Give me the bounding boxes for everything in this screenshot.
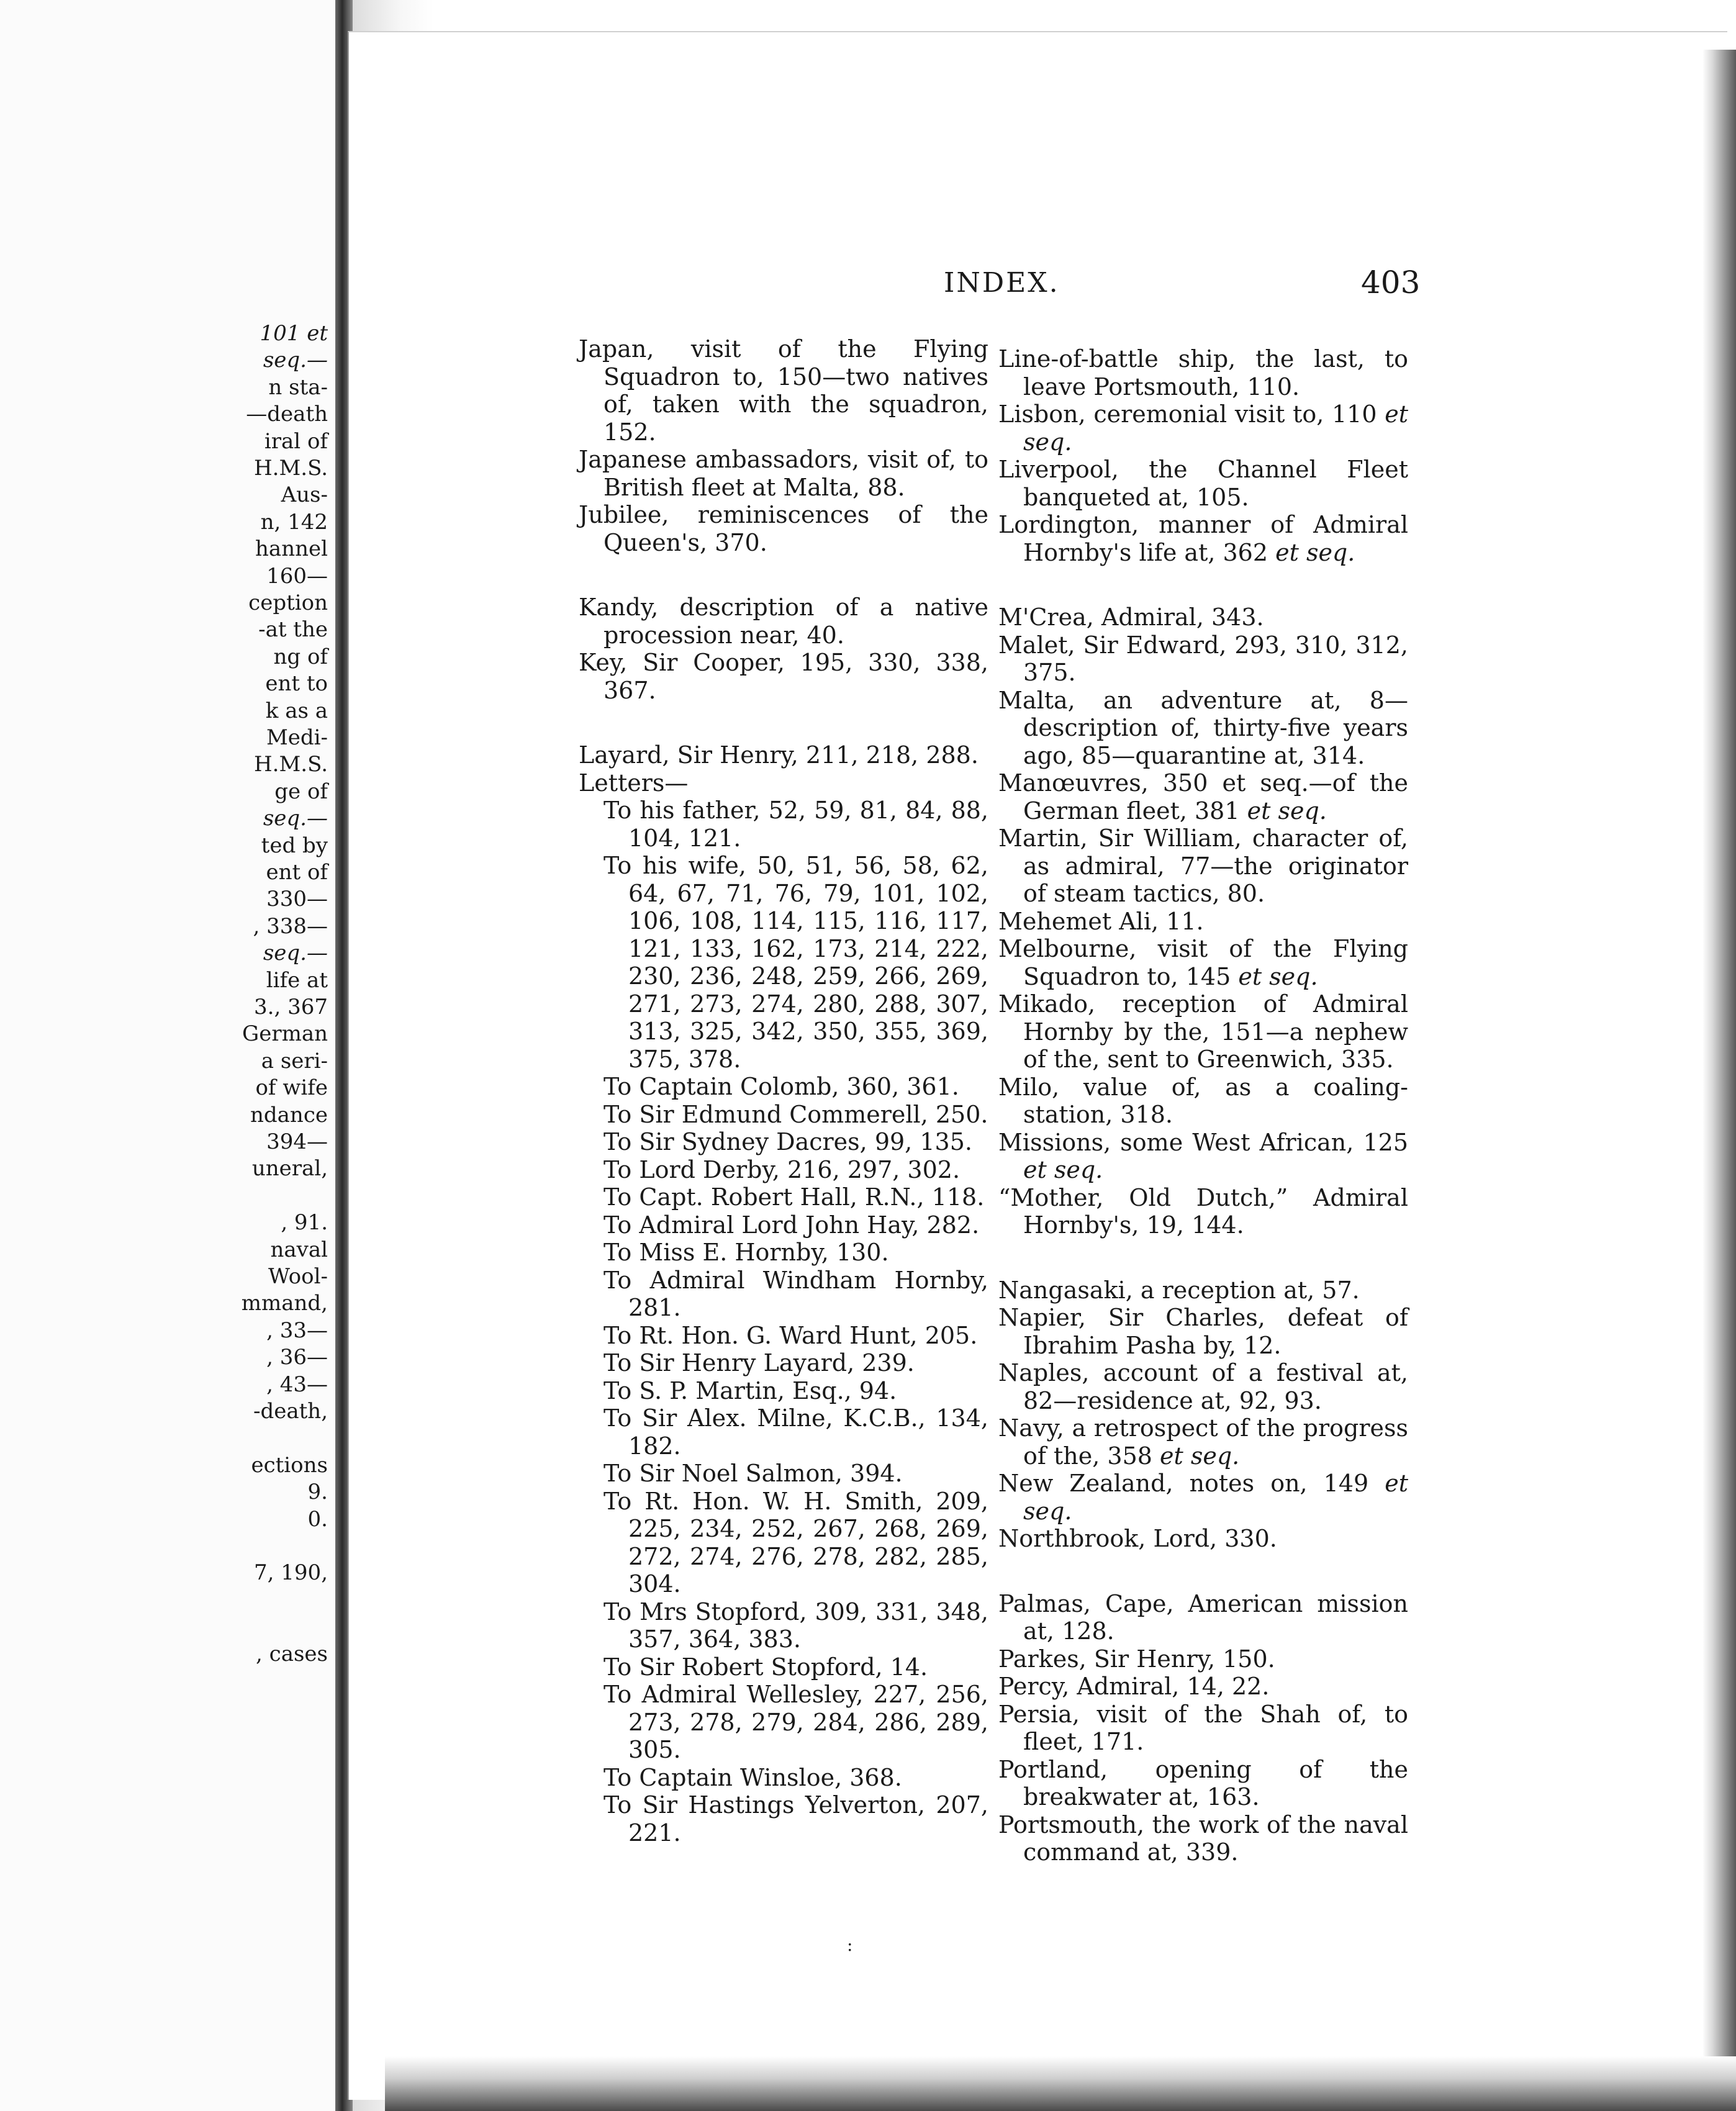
index-entry-text: To Miss E. Hornby, 130. (604, 1239, 889, 1266)
index-entry-italic: et seq. (1160, 1442, 1240, 1470)
index-entry-text: Parkes, Sir Henry, 150. (998, 1645, 1275, 1673)
previous-page-fragment-line: H.M.S. (254, 752, 328, 777)
previous-page-fragment-line: ent to (265, 671, 328, 697)
index-entry-italic: et seq. (1275, 538, 1355, 566)
index-subentry (579, 1128, 988, 1156)
index-entry-text: Line-of-battle ship, the last, to leave Portsmouth, 110. (998, 345, 1408, 400)
previous-page-fragment-line: H.M.S. (254, 456, 328, 481)
page-number: 403 (1361, 264, 1421, 301)
index-entry (998, 1414, 1408, 1470)
index-entry (998, 1811, 1408, 1866)
index-entry (998, 456, 1408, 511)
index-entry-text: Lordington, manner of Admiral Hornby's life at, 362 (998, 511, 1408, 566)
index-entry-text: To Sir Hastings Yelverton, 207, 221. (604, 1791, 988, 1847)
index-entry (998, 1304, 1408, 1359)
index-entry-text: To Lord Derby, 216, 297, 302. (604, 1155, 961, 1183)
index-entry-text: Portsmouth, the work of the naval command at, 339. (998, 1810, 1408, 1866)
index-entry-text: To Captain Winsloe, 368. (604, 1763, 902, 1791)
index-entry-text: Navy, a retrospect of the progress of the, 358 (998, 1414, 1408, 1470)
index-entry (998, 908, 1408, 936)
index-entry (579, 741, 988, 769)
index-entry-text: To Rt. Hon. W. H. Smith, 209, 225, 234, 252, 267, 268, 269, 272, 274, 276, 278, 282, 285, 304. (604, 1487, 988, 1598)
index-entry-text: Milo, value of, as a coaling-station, 318. (998, 1073, 1408, 1128)
index-entry-text: Layard, Sir Henry, 211, 218, 288. (579, 741, 979, 769)
index-subentry (579, 1598, 988, 1653)
index-entry (998, 1590, 1408, 1645)
index-entry-text: To his wife, 50, 51, 56, 58, 62, 64, 67, 71, 76, 79, 101, 102, 106, 108, 114, 115, 116, 117, 121, 133, 162, 173, 214, 222, 230, 236, 248, 259, 266, 269, 271, 273, 274, 280, 288, 307, 313, 325, 342, 350, 355, 369, 375, 378. (604, 852, 988, 1073)
index-entry (579, 335, 988, 446)
index-entry-text: Napier, Sir Charles, defeat of Ibrahim Pasha by, 12. (998, 1304, 1408, 1359)
previous-page-fragment-line: iral of (264, 428, 328, 454)
previous-page-fragment (0, 0, 335, 2111)
index-subentry (579, 1681, 988, 1764)
previous-page-fragment-line: seq.— (263, 348, 328, 373)
index-entry-text: Lisbon, ceremonial visit to, 110 (998, 400, 1385, 428)
letter-group-gap (998, 566, 1408, 603)
index-entry-text: To Admiral Wellesley, 227, 256, 273, 278, 279, 284, 286, 289, 305. (604, 1681, 988, 1763)
page-edge-bottom (385, 2056, 1736, 2111)
previous-page-fragment-line: uneral, (251, 1156, 328, 1182)
previous-page-fragment-line: n, 142 (260, 509, 328, 535)
index-subentry (579, 1239, 988, 1267)
index-entry-text: Nangasaki, a reception at, 57. (998, 1276, 1360, 1304)
index-entry (998, 631, 1408, 687)
index-entry-text: To Sir Noel Salmon, 394. (604, 1460, 903, 1487)
previous-page-fragment-line: -death, (253, 1399, 328, 1424)
index-entry-text: Northbrook, Lord, 330. (998, 1525, 1277, 1552)
previous-page-fragment-line: , cases (256, 1641, 328, 1666)
previous-page-fragment-line: of wife (255, 1075, 328, 1101)
index-entry (998, 687, 1408, 770)
index-entry-text: New Zealand, notes on, 149 (998, 1470, 1385, 1497)
index-entry-italic: et seq. (1238, 962, 1318, 990)
index-subentry (579, 1460, 988, 1488)
index-subentry (579, 1267, 988, 1322)
previous-page-fragment-line: life at (266, 967, 328, 993)
index-subentry (579, 1653, 988, 1681)
index-entry (998, 1673, 1408, 1701)
index-entry-text: Key, Sir Cooper, 195, 330, 338, 367. (579, 649, 988, 704)
index-subentry (579, 1156, 988, 1184)
index-subentry (579, 1488, 988, 1598)
index-entry-text: To Sir Robert Stopford, 14. (604, 1653, 928, 1681)
previous-page-fragment-line: ted by (261, 833, 328, 858)
letter-group-gap (998, 1239, 1408, 1277)
index-entry (998, 345, 1408, 400)
index-entry-text: Portland, opening of the breakwater at, 163. (998, 1755, 1408, 1810)
index-entry-text: To Admiral Lord John Hay, 282. (604, 1211, 980, 1239)
index-entry-text: To Sir Sydney Dacres, 99, 135. (604, 1128, 972, 1155)
index-subentry (579, 797, 988, 852)
previous-page-fragment-line: mmand, (241, 1291, 328, 1316)
previous-page-fragment-line: n sta- (268, 374, 328, 400)
index-subentry (579, 1183, 988, 1211)
index-entry-text: “Mother, Old Dutch,” Admiral Hornby's, 19, 144. (998, 1183, 1408, 1239)
index-subentry (579, 1349, 988, 1377)
index-entry-text: To Sir Edmund Commerell, 250. (604, 1100, 988, 1128)
index-entry-italic: et seq. (1023, 1470, 1408, 1525)
index-entry-text: Naples, account of a festival at, 82—residence at, 92, 93. (998, 1359, 1408, 1414)
index-subentry (579, 1404, 988, 1460)
index-entry-text: To Sir Henry Layard, 239. (604, 1349, 915, 1376)
index-entry (998, 1359, 1408, 1414)
letter-group-gap (579, 556, 988, 594)
previous-page-fragment-line: naval (270, 1237, 328, 1262)
index-entry (579, 769, 988, 797)
previous-page-fragment-line: Medi- (266, 725, 328, 750)
index-entry-text: Palmas, Cape, American mission at, 128. (998, 1589, 1408, 1645)
previous-page-fragment-line: ndance (250, 1102, 328, 1128)
previous-page-fragment-line: 0. (307, 1506, 328, 1532)
index-entry (998, 400, 1408, 456)
index-entry-text: Liverpool, the Channel Fleet banqueted at, 105. (998, 456, 1408, 511)
index-subentry (579, 1791, 988, 1847)
index-entry (579, 501, 988, 556)
index-entry-text: Malet, Sir Edward, 293, 310, 312, 375. (998, 631, 1408, 686)
index-entry (579, 649, 988, 704)
previous-page-fragment-line: 7, 190, (254, 1560, 328, 1586)
index-entry (998, 511, 1408, 566)
previous-page-fragment-line: 9. (307, 1480, 328, 1505)
index-entry-text: Japanese ambassadors, visit of, to British fleet at Malta, 88. (579, 446, 988, 501)
index-entry-italic: et seq. (1023, 1156, 1103, 1183)
index-column-right (998, 345, 1408, 1866)
index-subentry (579, 852, 988, 1073)
index-entry-text: Missions, some West African, 125 (998, 1128, 1408, 1156)
previous-page-fragment-line: —death (246, 402, 328, 427)
index-entry-text: To Capt. Robert Hall, R.N., 118. (604, 1183, 985, 1211)
index-entry-text: Japan, visit of the Flying Squadron to, 150—two natives of, taken with the squadron, 152. (579, 335, 988, 446)
previous-page-fragment-line: , 36— (266, 1345, 328, 1370)
letter-group-gap (998, 1553, 1408, 1590)
index-entry-text: Kandy, description of a native procession near, 40. (579, 594, 988, 649)
previous-page-fragment-line: -at the (258, 617, 328, 643)
index-entry-text: Persia, visit of the Shah of, to fleet, 171. (998, 1700, 1408, 1755)
previous-page-fragment-line: ge of (274, 779, 328, 804)
index-entry-text: To Mrs Stopford, 309, 331, 348, 357, 364, 383. (604, 1598, 988, 1653)
previous-page-fragment-line: , 338— (253, 913, 328, 939)
index-entry (998, 769, 1408, 825)
previous-page-fragment-line: ections (251, 1452, 328, 1478)
previous-page-fragment-line: 394— (266, 1129, 328, 1154)
previous-page-fragment-line: , 91. (281, 1210, 328, 1236)
previous-page-fragment-line: Wool- (268, 1264, 328, 1289)
index-subentry (579, 1211, 988, 1239)
index-entry-text: Melbourne, visit of the Flying Squadron to, 145 (998, 935, 1408, 990)
running-title: INDEX. (944, 267, 1060, 299)
index-subentry (579, 1377, 988, 1405)
index-entry (998, 990, 1408, 1074)
previous-page-fragment-line: seq.— (263, 941, 328, 966)
index-entry-text: Mehemet Ali, 11. (998, 907, 1204, 935)
index-entry (998, 825, 1408, 908)
index-entry (998, 603, 1408, 631)
index-entry-text: To Sir Alex. Milne, K.C.B., 134, 182. (604, 1404, 988, 1460)
index-entry (998, 1701, 1408, 1756)
previous-page-fragment-line: Aus- (281, 482, 328, 508)
printer-mark: : (847, 1935, 853, 1955)
previous-page-fragment-line: a seri- (261, 1048, 328, 1074)
previous-page-fragment-line: seq.— (263, 806, 328, 831)
index-entry (998, 935, 1408, 990)
previous-page-fragment-line: ception (248, 590, 328, 615)
index-entry-text: To Captain Colomb, 360, 361. (604, 1073, 959, 1100)
previous-page-fragment-line: 101 et (260, 321, 328, 346)
index-entry (998, 1129, 1408, 1184)
index-entry (998, 1645, 1408, 1673)
index-column-left (579, 335, 988, 1847)
index-entry (998, 1525, 1408, 1553)
previous-page-fragment-line: hannel (255, 536, 328, 562)
index-entry (998, 1184, 1408, 1239)
index-entry (998, 1470, 1408, 1525)
index-entry-text: Percy, Admiral, 14, 22. (998, 1673, 1270, 1700)
index-entry-text: To Rt. Hon. G. Ward Hunt, 205. (604, 1321, 978, 1349)
previous-page-fragment-line: 160— (266, 563, 328, 589)
index-entry-text: Martin, Sir William, character of, as admiral, 77—the originator of steam tactics, 80. (998, 825, 1408, 907)
index-entry (579, 594, 988, 649)
previous-page-fragment-line: German (242, 1021, 328, 1047)
letter-group-gap (579, 704, 988, 741)
index-entry (579, 446, 988, 501)
page-edge-right (1702, 50, 1736, 2111)
index-entry-italic: et seq. (1247, 797, 1327, 825)
index-entry-text: Mikado, reception of Admiral Hornby by the, 151—a nephew of the, sent to Greenwich, 335. (998, 990, 1408, 1073)
index-entry-text: Manœuvres, 350 et seq.—of the German fleet, 381 (998, 769, 1408, 825)
index-subentry (579, 1322, 988, 1350)
index-entry (998, 1756, 1408, 1811)
index-entry-text: To his father, 52, 59, 81, 84, 88, 104, 121. (604, 797, 988, 852)
index-entry (998, 1074, 1408, 1129)
previous-page-fragment-line: 3., 367 (254, 995, 328, 1019)
previous-page-fragment-line: , 33— (266, 1318, 328, 1343)
previous-page-fragment-line: , 43— (266, 1372, 328, 1397)
index-entry-text: To S. P. Martin, Esq., 94. (604, 1376, 897, 1404)
index-entry-text: Jubilee, reminiscences of the Queen's, 370. (579, 501, 988, 556)
index-entry-text: To Admiral Windham Hornby, 281. (604, 1266, 988, 1321)
index-entry-text: M'Crea, Admiral, 343. (998, 603, 1264, 631)
index-subentry (579, 1073, 988, 1101)
previous-page-fragment-line: ng of (273, 644, 328, 669)
index-subentry (579, 1764, 988, 1792)
previous-page-fragment-line: k as a (265, 698, 328, 723)
index-entry-text: Malta, an adventure at, 8—description of, thirty-five years ago, 85—quarantine at, 314. (998, 686, 1408, 769)
index-entry-italic: et seq. (1023, 400, 1408, 456)
previous-page-fragment-line: 330— (266, 887, 328, 912)
index-entry-text: Letters— (579, 769, 689, 797)
index-subentry (579, 1101, 988, 1129)
index-entry (998, 1277, 1408, 1304)
previous-page-fragment-line: ent of (266, 860, 328, 885)
